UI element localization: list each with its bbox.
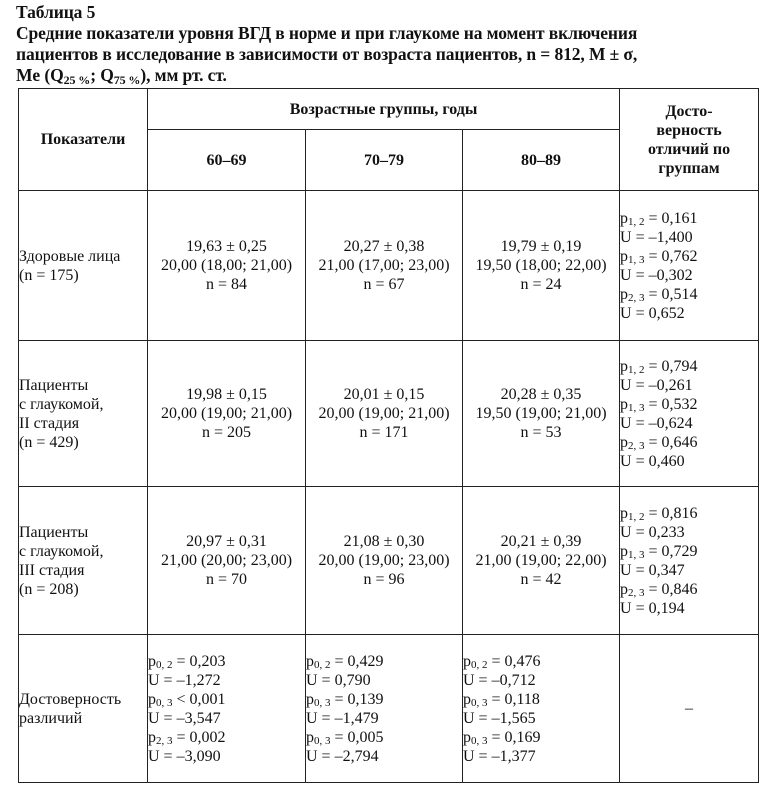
u-statistic: U = –0,302 [620, 266, 693, 284]
stat-text: = 0,169 [487, 728, 541, 746]
u-statistic: U = 0,790 [306, 671, 371, 689]
header-group-80-89: 80–89 [463, 130, 620, 191]
u-statistic: U = 0,347 [620, 561, 685, 579]
stat-text: = 0,203 [172, 652, 226, 670]
p-subscript: 0, 3 [156, 696, 173, 709]
cell-80-89: 20,21 ± 0,39 21,00 (19,00; 22,00) n = 42 [463, 487, 620, 635]
stat-entry [620, 504, 758, 542]
p-value [620, 580, 758, 599]
stat-text: p [148, 652, 156, 670]
p-subscript: 1, 2 [628, 510, 645, 523]
u-statistic: U = –3,090 [148, 747, 221, 765]
caption-line-2: пациентов в исследование в зависимости от возраста пациентов, n = 812, М ± σ, [16, 44, 638, 64]
row-label: Пациенты с глаукомой, II стадия (n = 429) [19, 341, 148, 487]
header-group-60-69: 60–69 [148, 130, 306, 191]
table-row-glaucoma-stage-3 [19, 487, 759, 635]
u-statistic: U = 0,652 [620, 304, 685, 322]
p-value [306, 652, 462, 671]
stat-text: = 0,002 [172, 728, 226, 746]
stat-text: = 0,646 [644, 433, 698, 451]
u-statistic: U = –2,794 [306, 747, 379, 765]
stat-entry [620, 395, 758, 433]
cell-60-69: 19,63 ± 0,25 20,00 (18,00; 21,00) n = 84 [148, 191, 306, 341]
p-subscript: 0, 3 [471, 734, 488, 747]
cell-80-89-pvalues [463, 635, 620, 783]
stat-entry [620, 357, 758, 395]
p-subscript: 2, 3 [628, 439, 645, 452]
u-statistic: U = –0,712 [463, 671, 536, 689]
stat-text: = 0,532 [644, 395, 698, 413]
stat-entry [463, 728, 619, 766]
p-value [620, 247, 758, 266]
u-statistic: U = –1,400 [620, 228, 693, 246]
p-subscript: 0, 2 [314, 658, 331, 671]
p-value [620, 504, 758, 523]
p-value [620, 209, 758, 228]
p-subscript: 1, 3 [628, 401, 645, 414]
stat-text: p [306, 728, 314, 746]
cell-70-79: 20,27 ± 0,38 21,00 (17,00; 23,00) n = 67 [306, 191, 463, 341]
caption-line-1: Средние показатели уровня ВГД в норме и при глаукоме на момент включения [16, 23, 638, 43]
stat-text: = 0,139 [330, 690, 384, 708]
stat-text: = 0,846 [644, 580, 698, 598]
u-statistic: U = –0,261 [620, 376, 693, 394]
iop-table [18, 88, 759, 783]
stat-text: p [620, 247, 629, 265]
stat-entry [148, 728, 305, 766]
cell-significance [620, 487, 759, 635]
stat-text: = 0,005 [330, 728, 384, 746]
u-statistic: U = –0,624 [620, 414, 693, 432]
p-subscript: 1, 2 [628, 215, 645, 228]
p-value [148, 728, 305, 747]
stat-text: = 0,429 [330, 652, 384, 670]
cell-60-69-pvalues [148, 635, 306, 783]
stat-text: p [148, 690, 156, 708]
stat-entry [306, 690, 462, 728]
p-value [620, 285, 758, 304]
stat-entry [620, 247, 758, 285]
p-subscript: 0, 3 [314, 734, 331, 747]
cell-60-69: 20,97 ± 0,31 21,00 (20,00; 23,00) n = 70 [148, 487, 306, 635]
stat-text: = 0,514 [644, 285, 698, 303]
p-value [463, 652, 619, 671]
stat-text: p [620, 504, 629, 522]
cell-significance [620, 341, 759, 487]
stat-entry [463, 690, 619, 728]
u-statistic: U = –1,377 [463, 747, 536, 765]
stat-text: p [620, 542, 629, 560]
header-group-70-79: 70–79 [306, 130, 463, 191]
u-statistic: U = 0,233 [620, 523, 685, 541]
cell-70-79: 21,08 ± 0,30 20,00 (19,00; 23,00) n = 96 [306, 487, 463, 635]
stat-text: = 0,476 [487, 652, 541, 670]
p-subscript: 0, 3 [471, 696, 488, 709]
stat-text: p [620, 580, 629, 598]
stat-entry [620, 209, 758, 247]
p-value [148, 690, 305, 709]
p-subscript: 1, 3 [628, 253, 645, 266]
p-value [306, 690, 462, 709]
stat-text: p [463, 652, 471, 670]
table-number: Таблица 5 [16, 2, 96, 22]
stat-text: = 0,118 [487, 690, 540, 708]
stat-text: = 0,161 [644, 209, 698, 227]
table-row-significance-of-differences [19, 635, 759, 783]
row-label: Здоровые лица (n = 175) [19, 191, 148, 341]
stat-text: p [463, 690, 471, 708]
stat-entry [148, 652, 305, 690]
u-statistic: U = 0,194 [620, 599, 685, 617]
stat-text: p [620, 395, 629, 413]
stat-text: p [306, 652, 314, 670]
p-value [620, 395, 758, 414]
caption-line-3: Me ($Q_{25 \%}$; $Q_{75 \%}$), мм рт. ст. [16, 65, 227, 87]
p-value [463, 728, 619, 747]
table-row-glaucoma-stage-2 [19, 341, 759, 487]
p-value [148, 652, 305, 671]
stat-text: p [620, 285, 629, 303]
p-value [306, 728, 462, 747]
row-label: Достоверность различий [19, 635, 148, 783]
p-subscript: 2, 3 [156, 734, 173, 747]
stat-text: p [148, 728, 156, 746]
cell-significance [620, 191, 759, 341]
table-row-healthy [19, 191, 759, 341]
stat-text: = 0,816 [644, 504, 698, 522]
stat-entry [463, 652, 619, 690]
stat-entry [306, 728, 462, 766]
u-statistic: U = –1,479 [306, 709, 379, 727]
cell-60-69: 19,98 ± 0,15 20,00 (19,00; 21,00) n = 205 [148, 341, 306, 487]
stat-text: = 0,794 [644, 357, 698, 375]
p-subscript: 0, 2 [156, 658, 173, 671]
p-subscript: 1, 3 [628, 548, 645, 561]
p-subscript: 2, 3 [628, 291, 645, 304]
stat-text: = 0,762 [644, 247, 698, 265]
stat-text: p [620, 209, 629, 227]
p-subscript: 2, 3 [628, 586, 645, 599]
p-value [620, 542, 758, 561]
u-statistic: U = –1,565 [463, 709, 536, 727]
stat-entry [620, 433, 758, 471]
stat-entry [620, 542, 758, 580]
cell-significance-dash: – [620, 635, 759, 783]
stat-text: p [620, 433, 629, 451]
p-subscript: 0, 3 [314, 696, 331, 709]
stat-entry [148, 690, 305, 728]
stat-entry [306, 652, 462, 690]
header-indicators: Показатели [19, 89, 148, 191]
stat-text: p [463, 728, 471, 746]
stat-text: < 0,001 [172, 690, 226, 708]
cell-80-89: 20,28 ± 0,35 19,50 (19,00; 21,00) n = 53 [463, 341, 620, 487]
p-value [620, 433, 758, 452]
p-value [620, 357, 758, 376]
table-caption [16, 2, 756, 86]
u-statistic: U = –1,272 [148, 671, 221, 689]
p-value [463, 690, 619, 709]
stat-text: = 0,729 [644, 542, 698, 560]
cell-70-79: 20,01 ± 0,15 20,00 (19,00; 21,00) n = 171 [306, 341, 463, 487]
stat-entry [620, 285, 758, 323]
stat-text: p [306, 690, 314, 708]
header-age-groups: Возрастные группы, годы [148, 89, 620, 130]
stat-text: p [620, 357, 629, 375]
cell-70-79-pvalues [306, 635, 463, 783]
row-label: Пациенты с глаукомой, III стадия (n = 208) [19, 487, 148, 635]
p-subscript: 1, 2 [628, 363, 645, 376]
cell-80-89: 19,79 ± 0,19 19,50 (18,00; 22,00) n = 24 [463, 191, 620, 341]
header-significance: Досто- верность отличий по группам [620, 89, 759, 191]
u-statistic: U = 0,460 [620, 452, 685, 470]
p-subscript: 0, 2 [471, 658, 488, 671]
stat-entry [620, 580, 758, 618]
u-statistic: U = –3,547 [148, 709, 221, 727]
